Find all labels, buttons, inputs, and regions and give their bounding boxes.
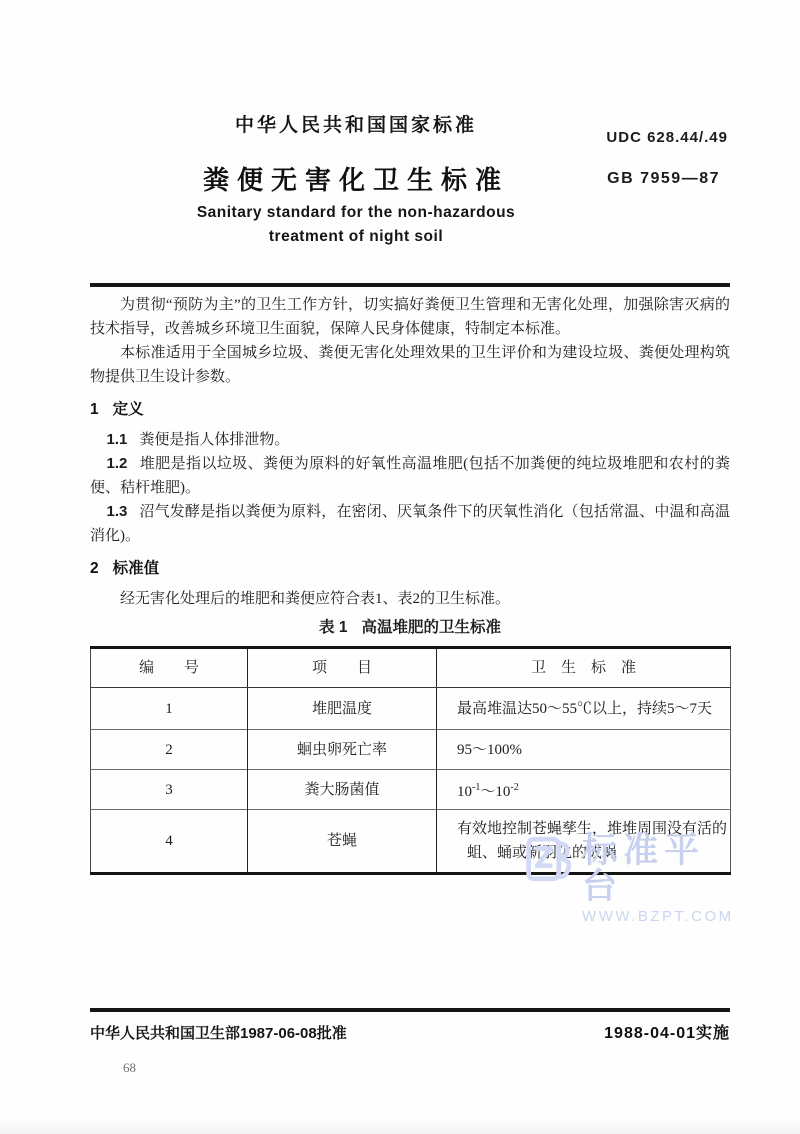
std3-sep: ～ [480,783,496,800]
cell-standard-4-line1: 有效地控制苍蝇孳生，堆堆周围没有活的 [457,821,728,837]
udc-code: UDC 628.44/.49 [606,129,728,146]
definition-number-1-3: 1.3 [106,503,128,520]
cell-item-4: 苍蝇 [248,810,437,874]
table1-caption [90,616,730,640]
definition-text-1-3: 沼气发酵是指以粪便为原料，在密闭、厌氧条件下的厌氧性消化（包括常温、中温和高温消化)。 [90,504,730,544]
table-row [91,770,731,810]
definition-text-1-1: 粪便是指人体排泄物。 [139,432,290,448]
page-number: 68 [123,1060,136,1075]
cell-no-2: 2 [91,730,248,770]
footer-divider-rule [90,1008,730,1012]
cell-standard-4-line2: 蛆、蛹或新羽化的成蝇 [467,845,618,861]
preamble-paragraph-1: 为贯彻“预防为主”的卫生工作方针，切实搞好粪便卫生管理和无害化处理，加强除害灭病的技术指导，改善城乡环境卫生面貌，保障人民身体健康，特制定本标准。 [90,297,730,337]
footer [90,1020,730,1043]
cell-standard-1: 最高堆温达50～55℃以上，持续5～7天 [437,688,731,730]
table1-header-no: 编 号 [91,648,248,688]
watermark-name: 标准平台 [582,831,706,906]
page-content [90,0,734,1134]
cell-standard-4 [437,810,731,874]
standard-number: GB 7959—87 [607,170,720,187]
std3-base2: 10 [495,783,511,800]
body-text [90,293,730,875]
section1-heading [90,398,730,422]
cell-standard-2: 95～100% [437,730,731,770]
table1-caption-number: 表 1 [319,619,348,636]
header-divider-rule [90,283,730,287]
implementation-date: 1988-04-01实施 [604,1025,730,1042]
definition-item-1-3 [90,500,730,548]
cell-no-4: 4 [91,810,248,874]
definition-text-1-2: 堆肥是指以垃圾、粪便为原料的好氧性高温堆肥(包括不加粪便的纯垃圾堆肥和农村的粪便、秸杆堆肥)。 [90,456,730,496]
watermark-url: WWW.BZPT.COM [582,908,734,925]
table1-header-item: 项 目 [248,648,437,688]
table1-header-standard: 卫 生 标 准 [437,648,731,688]
table1 [90,646,731,875]
document-title-cn: 粪便无害化卫生标准 [202,165,509,195]
cell-item-3: 粪大肠菌值 [248,770,437,810]
national-standard-label: 中华人民共和国国家标准 [234,115,477,136]
definition-number-1-1: 1.1 [106,431,128,448]
section2-intro: 经无害化处理后的堆肥和粪便应符合表1、表2的卫生标准。 [120,591,511,607]
std3-sup2: -2 [510,781,519,793]
cell-item-2: 蛔虫卵死亡率 [248,730,437,770]
document-title-en-line1: Sanitary standard for the non-hazardous [196,204,516,221]
table-row [91,688,731,730]
table-row [91,810,731,874]
approval-note: 中华人民共和国卫生部1987-06-08批准 [90,1025,347,1042]
definition-item-1-1 [90,428,730,452]
definition-item-1-2 [90,452,730,500]
cell-standard-3 [437,770,731,810]
definition-number-1-2: 1.2 [106,455,128,472]
table1-header-row [91,648,731,688]
table1-caption-title: 高温堆肥的卫生标准 [361,619,501,636]
section1-title: 定义 [112,401,144,418]
section2-number: 2 [90,560,99,577]
cell-item-1: 堆肥温度 [248,688,437,730]
cell-no-3: 3 [91,770,248,810]
section2-heading [90,557,730,581]
document-title-en-line2: treatment of night soil [268,228,444,245]
cell-no-1: 1 [165,700,173,717]
std3-base1: 10 [457,783,472,800]
section2-title: 标准值 [112,560,160,577]
section1-number: 1 [90,401,99,418]
table-row [91,730,731,770]
std3-sup1: -1 [472,781,481,793]
preamble-paragraph-2: 本标准适用于全国城乡垃圾、粪便无害化处理效果的卫生评价和为建设垃圾、粪便处理构筑物提供卫生设计参数。 [90,345,730,385]
